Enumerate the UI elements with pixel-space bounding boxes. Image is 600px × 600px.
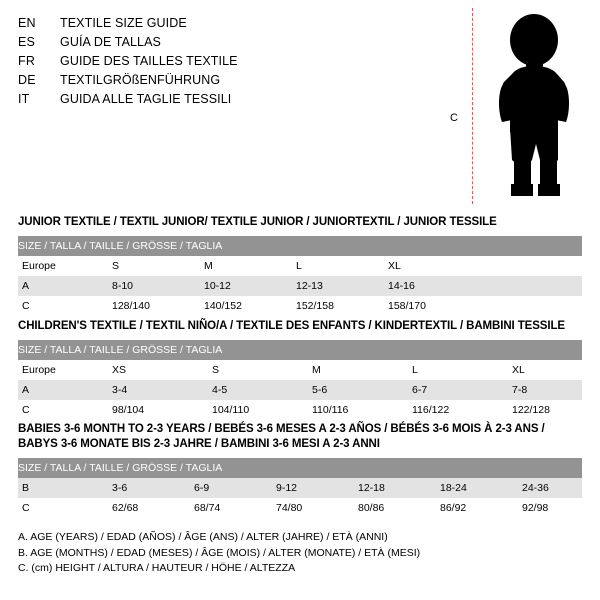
cell-c-6: 92/98 bbox=[522, 498, 582, 518]
figure-block bbox=[450, 8, 590, 204]
cell-b-3: 9-12 bbox=[276, 478, 358, 498]
header-title-de: TEXTILGRÖßENFÜHRUNG bbox=[60, 73, 221, 87]
cell-a-l: 12-13 bbox=[296, 276, 388, 296]
cell-c-2: 68/74 bbox=[194, 498, 276, 518]
cell-c-5: 86/92 bbox=[440, 498, 522, 518]
section-title-babies bbox=[18, 422, 545, 452]
header-lang-de: DE bbox=[18, 73, 36, 87]
header-block bbox=[18, 14, 438, 109]
height-measure-line bbox=[472, 8, 473, 204]
cell-b-2: 6-9 bbox=[194, 478, 276, 498]
column-header-s: S bbox=[212, 360, 312, 380]
cell-b-4: 12-18 bbox=[358, 478, 440, 498]
cell-c-m: 140/152 bbox=[204, 296, 296, 316]
cell-b-5: 18-24 bbox=[440, 478, 522, 498]
cell-c-l: 116/122 bbox=[412, 400, 512, 420]
cell-a-xs: 3-4 bbox=[112, 380, 212, 400]
cell-c-l: 152/158 bbox=[296, 296, 388, 316]
babies-size-table bbox=[18, 458, 582, 518]
section-title-babies-line2: BABYS 3-6 MONATE BIS 2-3 JAHRE / BAMBINI 3-6 MESI A 2-3 ANNI bbox=[18, 438, 380, 450]
table-row bbox=[18, 360, 582, 380]
row-label-b: B bbox=[18, 478, 112, 498]
cell-c-xl: 122/128 bbox=[512, 400, 582, 420]
column-header-europe: Europe bbox=[18, 360, 112, 380]
header-title-fr: GUIDE DES TAILLES TEXTILE bbox=[60, 54, 238, 68]
column-header-s: S bbox=[112, 256, 204, 276]
header-title-it: GUIDA ALLE TAGLIE TESSILI bbox=[60, 92, 232, 106]
header-lang-en: EN bbox=[18, 16, 36, 30]
cell-b-1: 3-6 bbox=[112, 478, 194, 498]
legend-b: B. AGE (MONTHS) / EDAD (MESES) / ÂGE (MOIS) / ALTER (MONATE) / ETÀ (MESI) bbox=[18, 546, 421, 559]
header-row-en bbox=[18, 14, 438, 33]
cell-a-xl: 14-16 bbox=[388, 276, 582, 296]
table-row bbox=[18, 498, 582, 518]
column-header-l: L bbox=[296, 256, 388, 276]
header-row-fr bbox=[18, 52, 438, 71]
cell-c-4: 80/86 bbox=[358, 498, 440, 518]
section-title-junior: JUNIOR TEXTILE / TEXTIL JUNIOR/ TEXTILE JUNIOR / JUNIORTEXTIL / JUNIOR TESSILE bbox=[18, 216, 497, 228]
table-header-row bbox=[18, 236, 582, 256]
cell-b-6: 24-36 bbox=[522, 478, 582, 498]
section-title-children: CHILDREN'S TEXTILE / TEXTIL NIÑO/A / TEXTILE DES ENFANTS / KINDERTEXTIL / BAMBINI TESSILE bbox=[18, 320, 565, 332]
cell-c-3: 74/80 bbox=[276, 498, 358, 518]
cell-a-s: 8-10 bbox=[112, 276, 204, 296]
table-row bbox=[18, 380, 582, 400]
header-row-es bbox=[18, 33, 438, 52]
size-header-label: SIZE / TALLA / TAILLE / GRÖSSE / TAGLIA bbox=[18, 340, 582, 360]
cell-c-1: 62/68 bbox=[112, 498, 194, 518]
column-header-xl: XL bbox=[388, 256, 582, 276]
cell-c-xl: 158/170 bbox=[388, 296, 582, 316]
cell-c-m: 110/116 bbox=[312, 400, 412, 420]
header-lang-fr: FR bbox=[18, 54, 36, 68]
row-label-c: C bbox=[18, 400, 112, 420]
cell-a-l: 6-7 bbox=[412, 380, 512, 400]
cell-a-m: 10-12 bbox=[204, 276, 296, 296]
header-row-de bbox=[18, 71, 438, 90]
table-row bbox=[18, 256, 582, 276]
legend-block bbox=[18, 530, 420, 577]
column-header-m: M bbox=[204, 256, 296, 276]
cell-a-xl: 7-8 bbox=[512, 380, 582, 400]
legend-c: C. (cm) HEIGHT / ALTURA / HAUTEUR / HÖHE / ALTEZZA bbox=[18, 562, 296, 574]
row-label-a: A bbox=[18, 276, 112, 296]
cell-c-s: 128/140 bbox=[112, 296, 204, 316]
figure-height-label: C bbox=[450, 112, 458, 124]
cell-a-s: 4-5 bbox=[212, 380, 312, 400]
header-title-es: GUÍA DE TALLAS bbox=[60, 35, 161, 49]
size-header-label: SIZE / TALLA / TAILLE / GRÖSSE / TAGLIA bbox=[18, 458, 582, 478]
table-row bbox=[18, 400, 582, 420]
junior-size-table bbox=[18, 236, 582, 316]
table-header-row bbox=[18, 340, 582, 360]
cell-c-xs: 98/104 bbox=[112, 400, 212, 420]
header-lang-it: IT bbox=[18, 92, 30, 106]
size-header-label: SIZE / TALLA / TAILLE / GRÖSSE / TAGLIA bbox=[18, 236, 582, 256]
table-row bbox=[18, 276, 582, 296]
column-header-l: L bbox=[412, 360, 512, 380]
header-row-it bbox=[18, 90, 438, 109]
header-title-en: TEXTILE SIZE GUIDE bbox=[60, 16, 187, 30]
column-header-xl: XL bbox=[512, 360, 582, 380]
column-header-europe: Europe bbox=[18, 256, 112, 276]
cell-a-m: 5-6 bbox=[312, 380, 412, 400]
section-title-babies-line1: BABIES 3-6 MONTH TO 2-3 YEARS / BEBÉS 3-6 MESES A 2-3 AÑOS / BÉBÉS 3-6 MOIS À 2-3 ANS / bbox=[18, 423, 545, 435]
column-header-m: M bbox=[312, 360, 412, 380]
cell-c-s: 104/110 bbox=[212, 400, 312, 420]
table-row bbox=[18, 296, 582, 316]
children-size-table bbox=[18, 340, 582, 420]
column-header-xs: XS bbox=[112, 360, 212, 380]
child-silhouette-icon bbox=[486, 8, 586, 204]
table-row bbox=[18, 478, 582, 498]
header-lang-es: ES bbox=[18, 35, 36, 49]
row-label-c: C bbox=[18, 296, 112, 316]
legend-a: A. AGE (YEARS) / EDAD (AÑOS) / ÂGE (ANS) / ALTER (JAHRE) / ETÀ (ANNI) bbox=[18, 531, 388, 543]
row-label-c: C bbox=[18, 498, 112, 518]
row-label-a: A bbox=[18, 380, 112, 400]
table-header-row bbox=[18, 458, 582, 478]
